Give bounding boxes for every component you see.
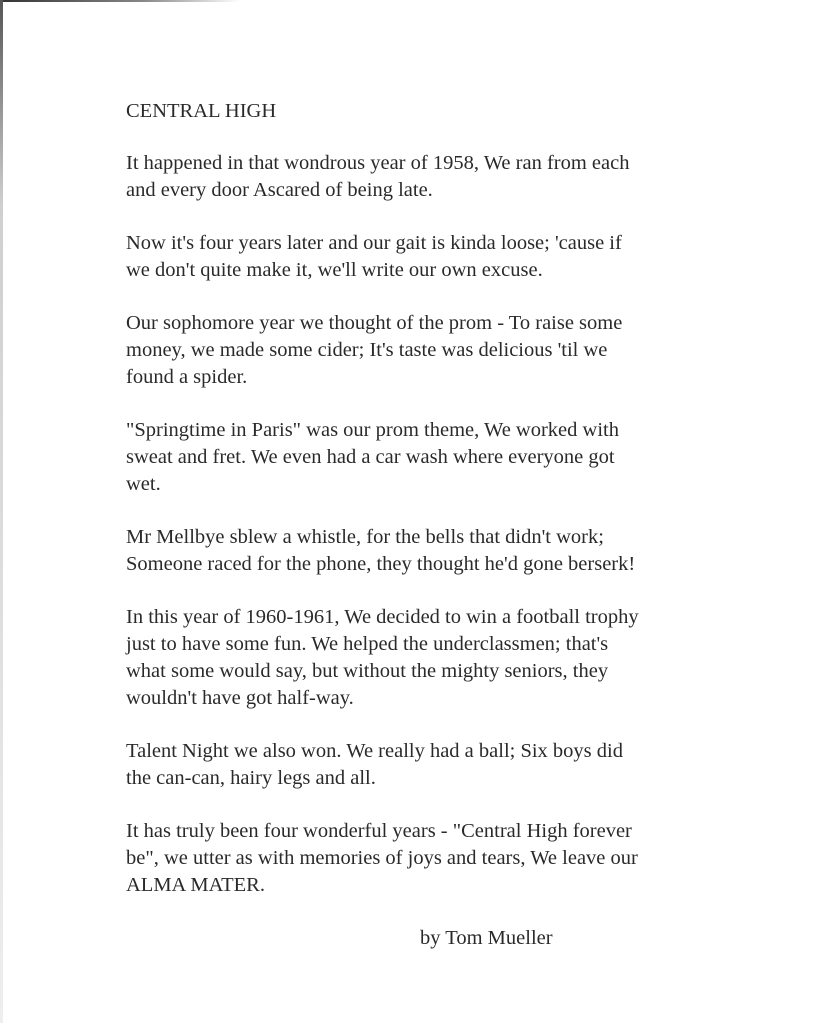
poem-line: "Springtime in Paris" was our prom theme, We worked with (126, 419, 619, 441)
poem-line: ALMA MATER. (126, 874, 265, 896)
poem-line: we don't quite make it, we'll write our own excuse. (126, 259, 543, 281)
poem-page (126, 98, 726, 952)
poem-line: Now it's four years later and our gait is kinda loose; 'cause if (126, 232, 622, 254)
poem-line: It happened in that wondrous year of 1958, We ran from each (126, 152, 630, 174)
scan-edge-top (0, 0, 240, 2)
poem-line: money, we made some cider; It's taste was delicious 'til we (126, 339, 608, 361)
stanza (126, 417, 726, 498)
poem-line: It has truly been four wonderful years - "Central High forever (126, 820, 632, 842)
stanza (126, 230, 726, 284)
poem-line: wouldn't have got half-way. (126, 687, 354, 709)
poem-line: found a spider. (126, 366, 248, 388)
poem-line: just to have some fun. We helped the underclassmen; that's (126, 633, 609, 655)
stanza (126, 738, 726, 792)
poem-line: sweat and fret. We even had a car wash where everyone got (126, 446, 615, 468)
stanza (126, 524, 726, 578)
scan-edge-left (0, 0, 3, 1023)
poem-line: Someone raced for the phone, they thought he'd gone berserk! (126, 553, 636, 575)
poem-line: In this year of 1960-1961, We decided to win a football trophy (126, 606, 639, 628)
poem-title: CENTRAL HIGH (126, 100, 277, 122)
poem-line: Talent Night we also won. We really had a ball; Six boys did (126, 740, 623, 762)
stanza (126, 604, 726, 712)
author-byline: by Tom Mueller (420, 927, 553, 949)
poem-line: Mr Mellbye sblew a whistle, for the bells that didn't work; (126, 526, 604, 548)
poem-line: wet. (126, 473, 161, 495)
stanza (126, 150, 726, 204)
stanza (126, 310, 726, 391)
poem-line: the can-can, hairy legs and all. (126, 767, 376, 789)
poem-line: what some would say, but without the mighty seniors, they (126, 660, 609, 682)
poem-line: be", we utter as with memories of joys and tears, We leave our (126, 847, 638, 869)
stanza (126, 818, 726, 899)
poem-line: Our sophomore year we thought of the prom - To raise some (126, 312, 623, 334)
poem-line: and every door Ascared of being late. (126, 179, 433, 201)
